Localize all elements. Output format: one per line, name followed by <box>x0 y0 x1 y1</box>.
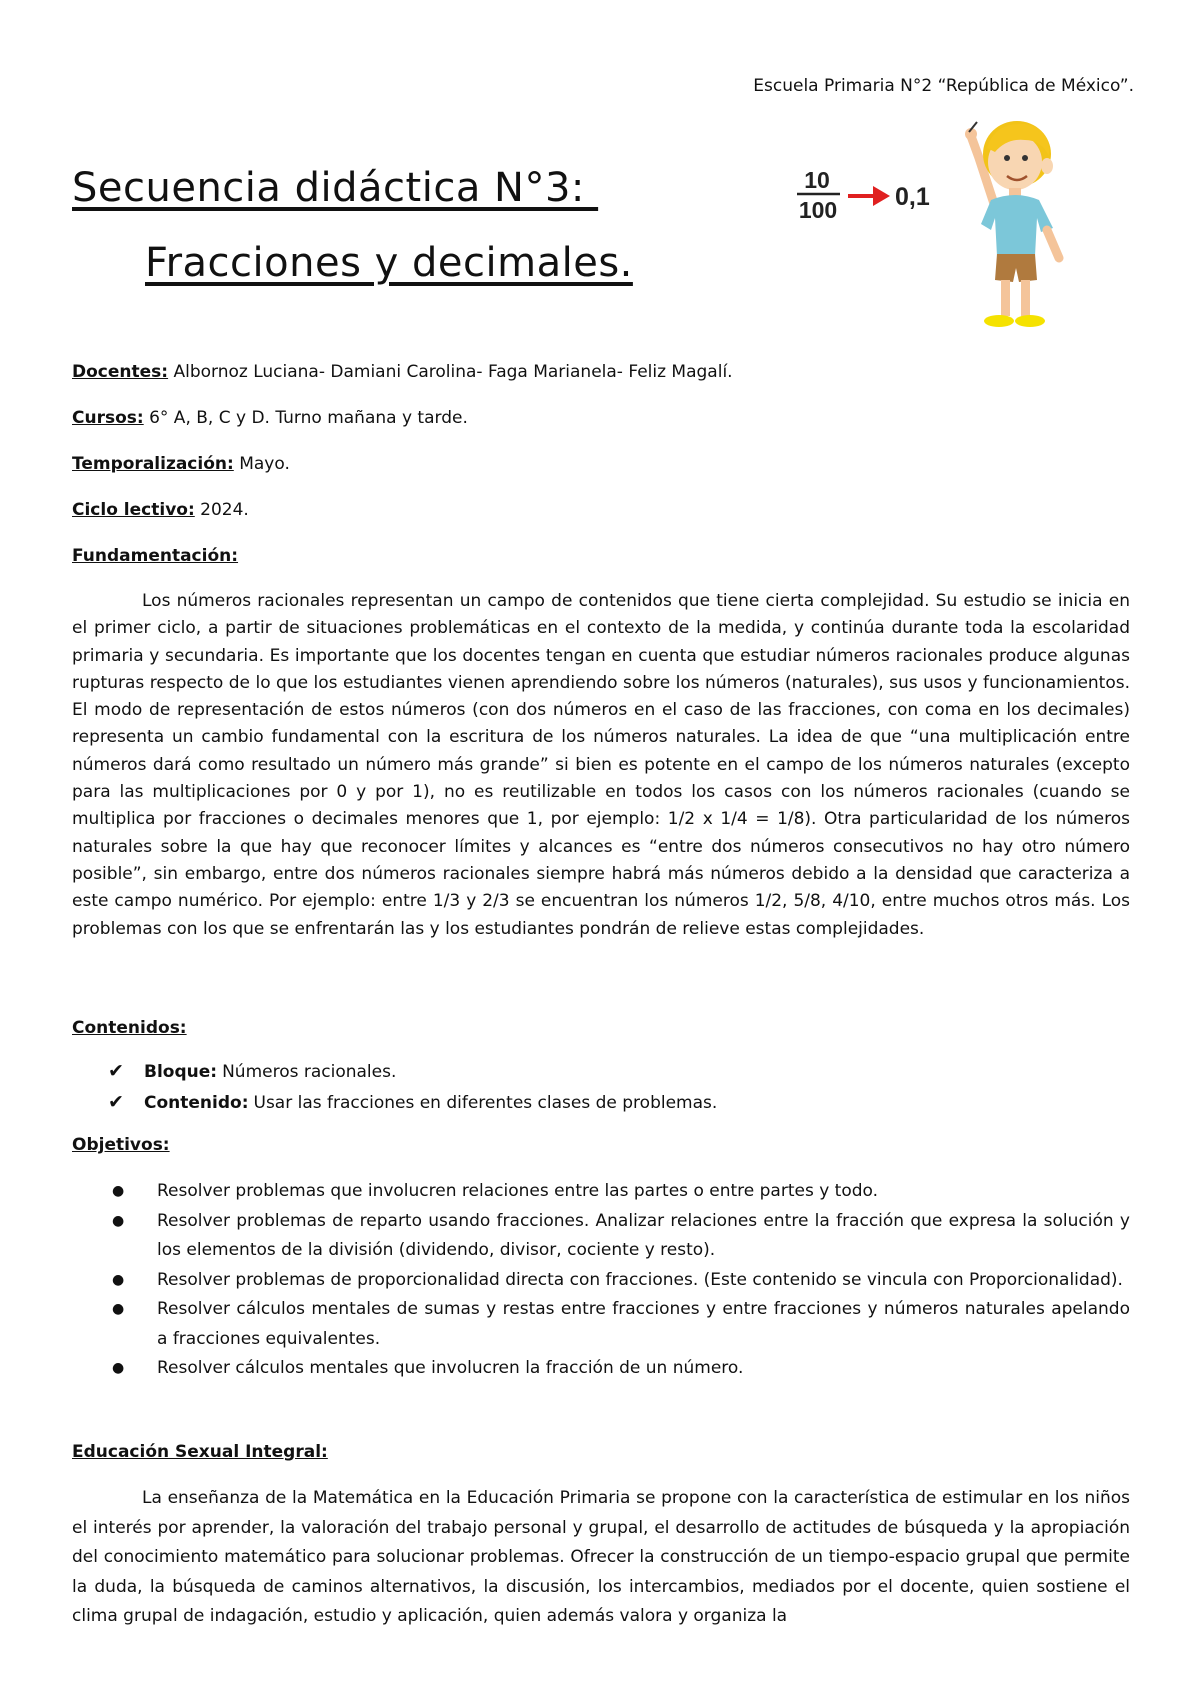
bullet-icon: ● <box>112 1360 125 1376</box>
docentes-label: Docentes: <box>72 362 169 382</box>
bullet-icon: ● <box>112 1301 125 1317</box>
objetivo-text: Resolver cálculos mentales que involucren la fracción de un número. <box>157 1358 744 1378</box>
fraction-graphic <box>795 168 945 228</box>
cursos-value: 6° A, B, C y D. Turno mañana y tarde. <box>143 408 468 428</box>
temporalizacion-label: Temporalización: <box>72 454 234 474</box>
objetivos-list <box>108 1177 1130 1384</box>
boy-writing-illustration <box>955 118 1075 333</box>
contenidos-heading: Contenidos: <box>72 1018 187 1038</box>
fundamentacion-heading: Fundamentación: <box>72 546 239 566</box>
title-line-1: Secuencia didáctica N°3: <box>72 165 599 211</box>
ciclo-lectivo-value: 2024. <box>194 500 249 520</box>
bullet-icon: ● <box>112 1271 125 1288</box>
contenido-item-label: Bloque: <box>144 1062 218 1082</box>
contenido-item-label: Contenido: <box>144 1093 249 1113</box>
checkmark-icon: ✔ <box>108 1060 124 1082</box>
objetivos-heading: Objetivos: <box>72 1135 170 1155</box>
arrow-head-icon <box>873 186 890 206</box>
checkmark-icon: ✔ <box>108 1091 124 1113</box>
ciclo-lectivo-field <box>72 500 249 520</box>
ciclo-lectivo-label: Ciclo lectivo: <box>72 500 195 520</box>
esi-paragraph: La enseñanza de la Matemática en la Educación Primaria se propone con la característica de estimular en los niños el interés por aprender, la valoración del trabajo personal y grupal, el desarrollo de actitudes de búsqueda y la apropiación del conocimiento matemático para solucionar problemas. Ofrecer la construcción de un tiempo-espacio grupal que permite la duda, la búsqueda de caminos alternativos, la discusión, los intercambios, mediados por el docente, quien sostiene el clima grupal de indagación, estudio y aplicación, quien además valora y organiza la <box>72 1488 1130 1626</box>
esi-heading: Educación Sexual Integral: <box>72 1442 328 1462</box>
list-item <box>108 1354 1130 1384</box>
docentes-field <box>72 362 733 382</box>
objetivo-text: Resolver problemas de reparto usando fracciones. Analizar relaciones entre la fracción que expresa la solución y los elementos de la división (dividendo, divisor, cociente y resto). <box>157 1210 1130 1260</box>
school-name: Escuela Primaria N°2 “República de México”. <box>753 76 1134 96</box>
contenidos-list <box>108 1056 717 1118</box>
fraction-result: 0,1 <box>895 183 930 211</box>
list-item <box>108 1207 1130 1266</box>
cursos-field <box>72 408 468 428</box>
contenido-item-value: Números racionales. <box>222 1062 397 1082</box>
fraction-numerator: 10 <box>804 168 830 193</box>
title-line-2: Fracciones y decimales. <box>145 240 633 286</box>
contenido-item-value: Usar las fracciones en diferentes clases de problemas. <box>253 1093 718 1113</box>
objetivo-text: Resolver cálculos mentales de sumas y restas entre fracciones y entre fracciones y números naturales apelando a fracciones equivalentes. <box>157 1299 1130 1349</box>
list-item <box>108 1177 1130 1207</box>
bullet-icon: ● <box>112 1212 125 1229</box>
fraction-denominator: 100 <box>798 197 838 223</box>
list-item <box>108 1087 717 1118</box>
bullet-icon: ● <box>112 1183 125 1199</box>
fundamentacion-paragraph: Los números racionales representan un campo de contenidos que tiene cierta complejidad. Su estudio se inicia en el primer ciclo, a partir de situaciones problemáticas en el contexto de la medida, y continúa durante toda la escolaridad primaria y secundaria. Es importante que los docentes tengan en cuenta que estudiar números racionales produce algunas rupturas respecto de lo que los estudiantes vienen aprendiendo sobre los números (naturales), sus usos y funcionamientos. El modo de representación de estos números (con dos números en el caso de las fracciones, con coma en los decimales) representa un cambio fundamental con la escritura de los números naturales. La idea de que “una multiplicación entre números dará como resultado un número más grande” si bien es potente en el campo de los números naturales (excepto para las multiplicaciones por 0 y por 1), no es reutilizable en todos los casos con los números racionales (cuando se multiplica por fracciones o decimales menores que 1, por ejemplo: 1/2 x 1/4 = 1/8). Otra particularidad de los números naturales sobre la que hay que reconocer límites y alcances es “entre dos números consecutivos no hay otro número posible”, sin embargo, entre dos números racionales siempre habrá más números debido a la densidad que caracteriza a este campo numérico. Por ejemplo: entre 1/3 y 2/3 se encuentran los números 1/2, 5/8, 4/10, entre muchos otros más. Los problemas con los que se enfrentarán las y los estudiantes pondrán de relieve estas complejidades. <box>72 591 1130 939</box>
list-item <box>108 1056 717 1087</box>
objetivo-text: Resolver problemas que involucren relaciones entre las partes o entre partes y todo. <box>157 1181 879 1201</box>
list-item <box>108 1295 1130 1354</box>
cursos-label: Cursos: <box>72 408 144 428</box>
temporalizacion-field <box>72 454 290 474</box>
temporalizacion-value: Mayo. <box>233 454 290 474</box>
list-item <box>108 1266 1130 1296</box>
docentes-value: Albornoz Luciana- Damiani Carolina- Faga Marianela- Feliz Magalí. <box>168 362 733 382</box>
objetivo-text: Resolver problemas de proporcionalidad directa con fracciones. (Este contenido se vincula con Proporcionalidad). <box>157 1269 1123 1290</box>
